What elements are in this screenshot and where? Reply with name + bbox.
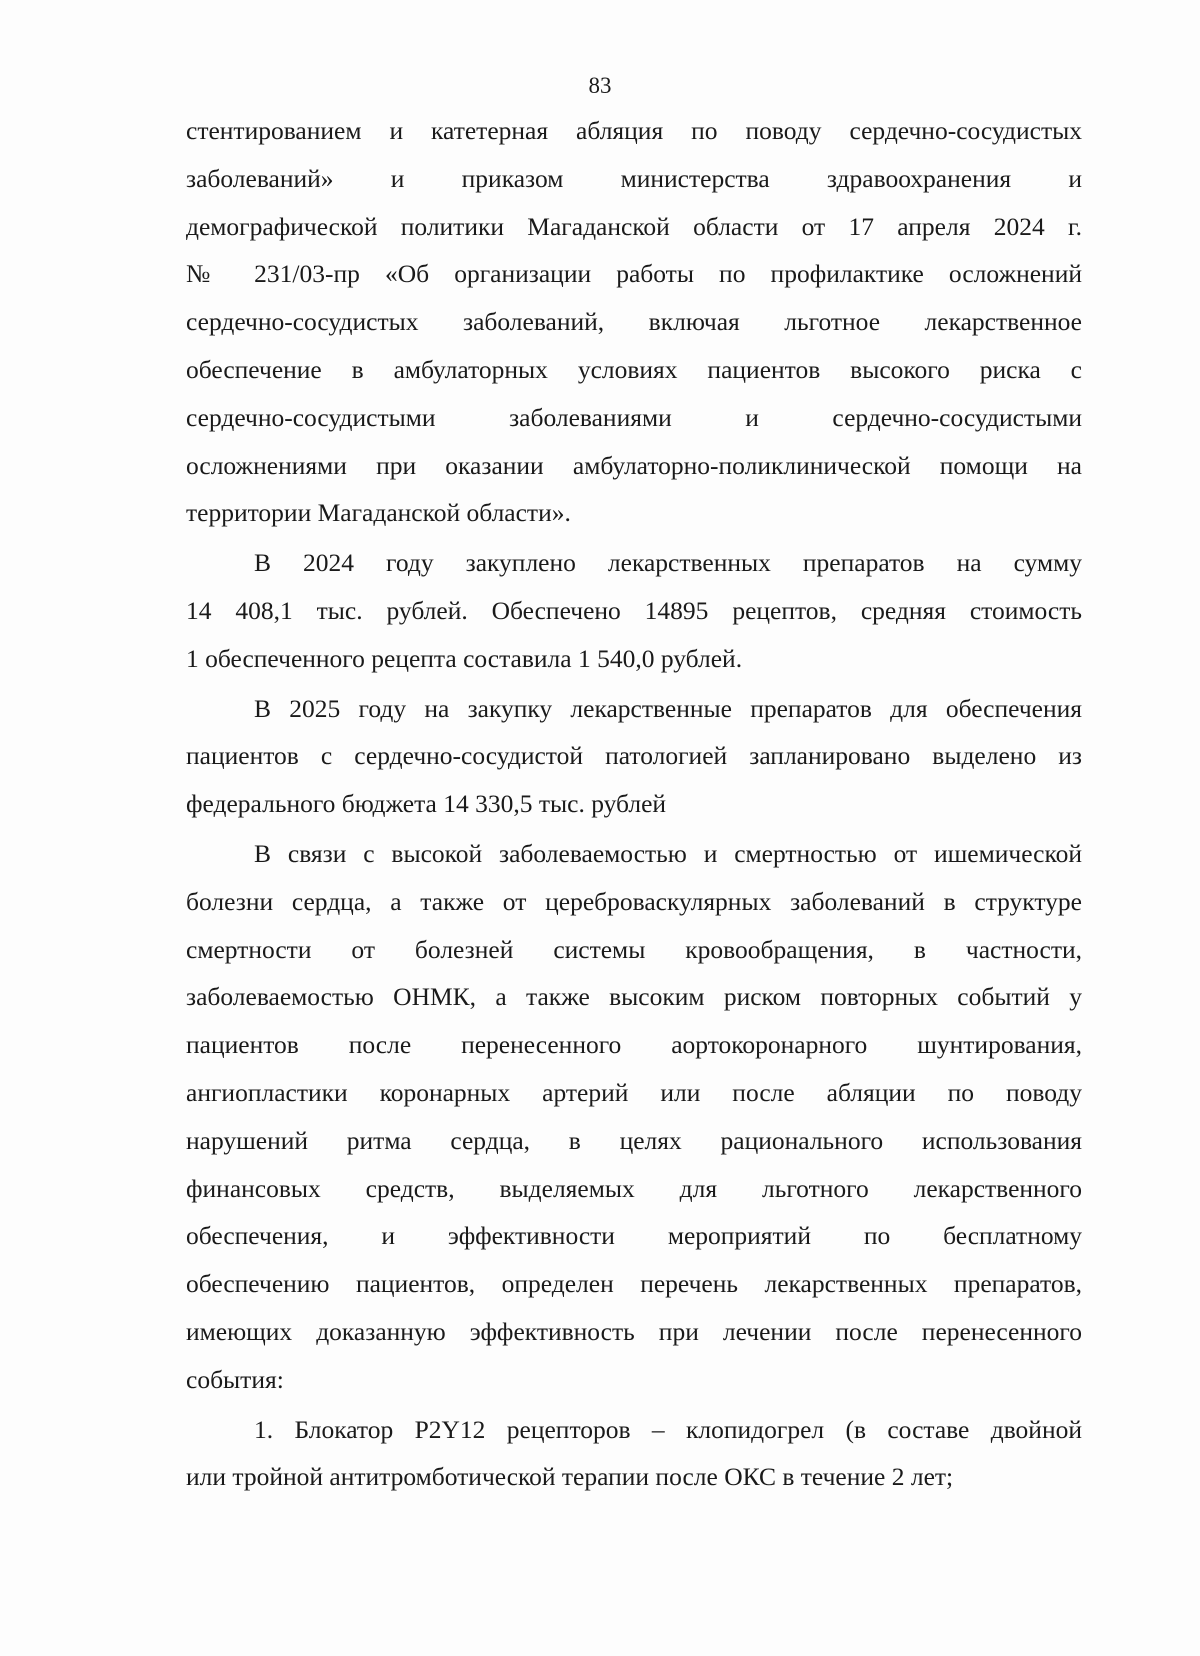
text-line: заболеваний» и приказом министерства здравоохранения и: [186, 163, 1082, 193]
paragraph-4: [186, 830, 1082, 1404]
paragraph-3: [186, 685, 1082, 828]
text-line: обеспечению пациентов, определен перечень лекарственных препаратов,: [186, 1269, 1082, 1299]
text-line: болезни сердца, а также от цереброваскулярных заболеваний в структуре: [186, 886, 1082, 916]
document-body: [186, 107, 1082, 1501]
text-line: финансовых средств, выделяемых для льготного лекарственного: [186, 1173, 1082, 1203]
text-line: демографической политики Магаданской области от 17 апреля 2024 г.: [186, 211, 1082, 241]
text-line: события:: [186, 1364, 284, 1394]
text-line: пациентов после перенесенного аортокоронарного шунтирования,: [186, 1030, 1082, 1060]
page-number: 83: [588, 73, 612, 98]
paragraph-2: [186, 539, 1082, 682]
text-line: заболеваемостью ОНМК, а также высоким риском повторных событий у: [186, 982, 1082, 1012]
text-line: пациентов с сердечно-сосудистой патологией запланировано выделено из: [186, 741, 1082, 771]
text-line: обеспечение в амбулаторных условиях пациентов высокого риска с: [186, 354, 1082, 384]
text-line: осложнениями при оказании амбулаторно-поликлинической помощи на: [186, 450, 1082, 480]
text-line: нарушений ритма сердца, в целях рационального использования: [186, 1125, 1082, 1155]
text-line: имеющих доказанную эффективность при лечении после перенесенного: [186, 1316, 1082, 1346]
text-line: обеспечения, и эффективности мероприятий по бесплатному: [186, 1221, 1082, 1251]
text-line: стентированием и катетерная абляция по поводу сердечно-сосудистых: [186, 116, 1082, 145]
text-line: ангиопластики коронарных артерий или после абляции по поводу: [186, 1077, 1082, 1107]
text-line: смертности от болезней системы кровообращения, в частности,: [186, 934, 1082, 964]
paragraph-1: [186, 107, 1082, 537]
text-line: сердечно-сосудистых заболеваний, включая льготное лекарственное: [186, 307, 1082, 337]
text-line: или тройной антитромботической терапии после ОКС в течение 2 лет;: [186, 1462, 954, 1492]
paragraph-5: [186, 1406, 1082, 1502]
text-line: В 2024 году закуплено лекарственных препаратов на сумму: [254, 548, 1082, 578]
text-line: № 231/03-пр «Об организации работы по профилактике осложнений: [186, 259, 1082, 289]
text-line: В связи с высокой заболеваемостью и смертностью от ишемической: [254, 838, 1082, 868]
text-line: территории Магаданской области».: [186, 498, 571, 528]
text-line: 14 408,1 тыс. рублей. Обеспечено 14895 рецептов, средняя стоимость: [186, 595, 1082, 625]
text-line: 1. Блокатор P2Y12 рецепторов – клопидогрел (в составе двойной: [254, 1414, 1082, 1444]
text-line: 1 обеспеченного рецепта составила 1 540,0 рублей.: [186, 643, 743, 673]
text-line: В 2025 году на закупку лекарственные препаратов для обеспечения: [254, 693, 1082, 723]
text-line: сердечно-сосудистыми заболеваниями и сердечно-сосудистыми: [186, 402, 1082, 432]
text-line: федерального бюджета 14 330,5 тыс. рублей: [186, 789, 667, 819]
